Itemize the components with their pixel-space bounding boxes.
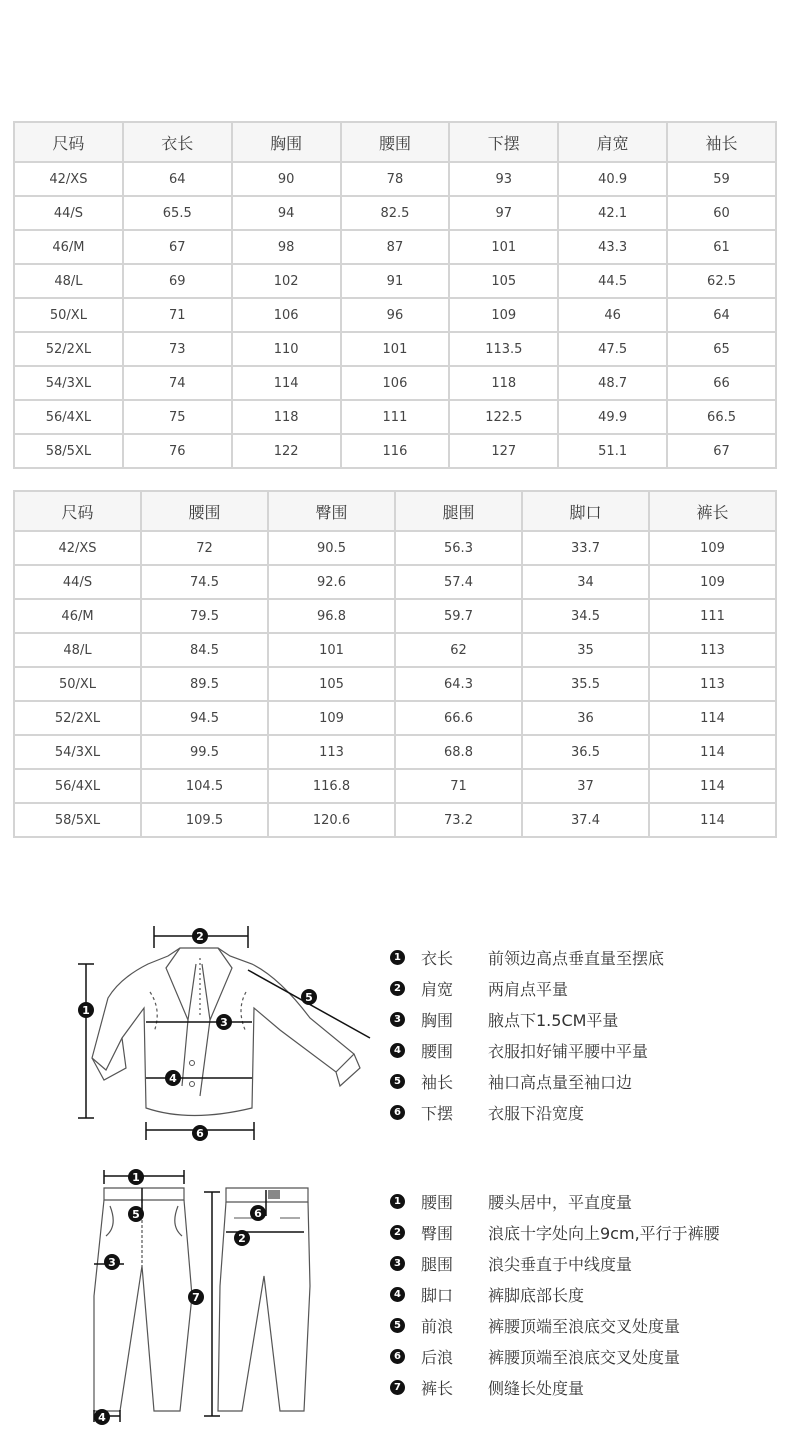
value-cell: 69 xyxy=(123,264,232,298)
marker-1: 1 xyxy=(132,1171,140,1184)
table-row xyxy=(14,332,776,366)
legend-desc: 裤脚底部长度 xyxy=(488,1285,585,1305)
value-cell: 114 xyxy=(649,701,776,735)
marker-6: 6 xyxy=(254,1207,262,1220)
table-row xyxy=(14,633,776,667)
value-cell: 101 xyxy=(449,230,558,264)
legend-number: 5 xyxy=(390,1074,405,1089)
value-cell: 62 xyxy=(395,633,522,667)
value-cell: 116 xyxy=(341,434,450,468)
legend-desc: 衣服扣好铺平腰中平量 xyxy=(488,1041,649,1061)
value-cell: 98 xyxy=(232,230,341,264)
value-cell: 106 xyxy=(232,298,341,332)
value-cell: 67 xyxy=(667,434,776,468)
value-cell: 118 xyxy=(232,400,341,434)
table-row xyxy=(14,769,776,803)
jacket-button xyxy=(190,1061,195,1066)
legend-name: 肩宽 xyxy=(421,979,454,999)
header-cell: 衣长 xyxy=(123,122,232,162)
size-cell: 42/XS xyxy=(14,531,141,565)
legend-number: 1 xyxy=(390,950,405,965)
legend-row xyxy=(390,1251,633,1275)
value-cell: 68.8 xyxy=(395,735,522,769)
size-cell: 56/4XL xyxy=(14,769,141,803)
legend-row xyxy=(390,1100,585,1124)
jacket-table-body xyxy=(14,162,776,468)
value-cell: 101 xyxy=(268,633,395,667)
jacket-outline xyxy=(92,948,360,1116)
jacket-diagram xyxy=(70,918,380,1148)
value-cell: 111 xyxy=(649,599,776,633)
value-cell: 61 xyxy=(667,230,776,264)
legend-name: 前浪 xyxy=(421,1316,454,1336)
header-cell: 尺码 xyxy=(14,491,141,531)
value-cell: 47.5 xyxy=(558,332,667,366)
legend-number: 7 xyxy=(390,1380,405,1395)
value-cell: 48.7 xyxy=(558,366,667,400)
legend-number: 6 xyxy=(390,1349,405,1364)
legend-desc: 前领边高点垂直量至摆底 xyxy=(488,948,665,968)
value-cell: 122.5 xyxy=(449,400,558,434)
jacket-size-table xyxy=(13,121,777,469)
value-cell: 90.5 xyxy=(268,531,395,565)
size-cell: 56/4XL xyxy=(14,400,123,434)
header-cell: 臀围 xyxy=(268,491,395,531)
value-cell: 44.5 xyxy=(558,264,667,298)
value-cell: 109 xyxy=(449,298,558,332)
value-cell: 71 xyxy=(123,298,232,332)
value-cell: 73.2 xyxy=(395,803,522,837)
marker-5: 5 xyxy=(305,991,313,1004)
value-cell: 49.9 xyxy=(558,400,667,434)
header-cell: 脚口 xyxy=(522,491,649,531)
legend-number: 4 xyxy=(390,1043,405,1058)
legend-name: 腿围 xyxy=(421,1254,454,1274)
value-cell: 51.1 xyxy=(558,434,667,468)
value-cell: 101 xyxy=(341,332,450,366)
value-cell: 64.3 xyxy=(395,667,522,701)
legend-desc: 衣服下沿宽度 xyxy=(488,1103,585,1123)
marker-3: 3 xyxy=(220,1016,228,1029)
table-row xyxy=(14,162,776,196)
header-cell: 尺码 xyxy=(14,122,123,162)
table-row xyxy=(14,230,776,264)
value-cell: 122 xyxy=(232,434,341,468)
value-cell: 46 xyxy=(558,298,667,332)
pants-front-outline xyxy=(94,1188,192,1411)
value-cell: 113 xyxy=(649,633,776,667)
size-cell: 48/L xyxy=(14,264,123,298)
pants-back-outline xyxy=(218,1188,310,1411)
legend-number: 4 xyxy=(390,1287,405,1302)
value-cell: 34 xyxy=(522,565,649,599)
legend-desc: 腋点下1.5CM平量 xyxy=(488,1010,619,1030)
value-cell: 37 xyxy=(522,769,649,803)
size-cell: 46/M xyxy=(14,230,123,264)
table-row xyxy=(14,667,776,701)
value-cell: 120.6 xyxy=(268,803,395,837)
legend-name: 脚口 xyxy=(421,1285,454,1305)
value-cell: 87 xyxy=(341,230,450,264)
header-cell: 裤长 xyxy=(649,491,776,531)
size-cell: 50/XL xyxy=(14,667,141,701)
value-cell: 35.5 xyxy=(522,667,649,701)
value-cell: 94.5 xyxy=(141,701,268,735)
size-cell: 44/S xyxy=(14,565,141,599)
header-cell: 胸围 xyxy=(232,122,341,162)
legend-desc: 裤腰顶端至浪底交叉处度量 xyxy=(488,1347,681,1367)
value-cell: 59 xyxy=(667,162,776,196)
pants-markers xyxy=(94,1169,266,1425)
value-cell: 33.7 xyxy=(522,531,649,565)
marker-2: 2 xyxy=(238,1232,246,1245)
legend-row xyxy=(390,976,569,1000)
legend-desc: 侧缝长处度量 xyxy=(488,1378,585,1398)
legend-name: 胸围 xyxy=(421,1010,454,1030)
size-cell: 44/S xyxy=(14,196,123,230)
value-cell: 114 xyxy=(649,803,776,837)
legend-name: 下摆 xyxy=(421,1103,454,1123)
value-cell: 59.7 xyxy=(395,599,522,633)
legend-desc: 袖口高点量至袖口边 xyxy=(488,1072,633,1092)
table-row xyxy=(14,599,776,633)
value-cell: 89.5 xyxy=(141,667,268,701)
value-cell: 42.1 xyxy=(558,196,667,230)
value-cell: 111 xyxy=(341,400,450,434)
value-cell: 114 xyxy=(649,735,776,769)
table-row xyxy=(14,531,776,565)
value-cell: 127 xyxy=(449,434,558,468)
value-cell: 90 xyxy=(232,162,341,196)
table-row xyxy=(14,400,776,434)
legend-row xyxy=(390,1220,720,1244)
legend-number: 2 xyxy=(390,981,405,996)
size-cell: 46/M xyxy=(14,599,141,633)
value-cell: 60 xyxy=(667,196,776,230)
size-cell: 52/2XL xyxy=(14,701,141,735)
value-cell: 110 xyxy=(232,332,341,366)
value-cell: 66.6 xyxy=(395,701,522,735)
value-cell: 102 xyxy=(232,264,341,298)
marker-4: 4 xyxy=(169,1072,177,1085)
value-cell: 92.6 xyxy=(268,565,395,599)
table-row xyxy=(14,735,776,769)
legend-name: 臀围 xyxy=(421,1223,454,1243)
value-cell: 65 xyxy=(667,332,776,366)
value-cell: 66.5 xyxy=(667,400,776,434)
value-cell: 96.8 xyxy=(268,599,395,633)
value-cell: 109 xyxy=(649,565,776,599)
size-cell: 54/3XL xyxy=(14,735,141,769)
value-cell: 78 xyxy=(341,162,450,196)
pants-diagram xyxy=(84,1166,324,1428)
header-cell: 腰围 xyxy=(141,491,268,531)
legend-row xyxy=(390,1038,649,1062)
size-cell: 50/XL xyxy=(14,298,123,332)
value-cell: 84.5 xyxy=(141,633,268,667)
table-row xyxy=(14,264,776,298)
legend-number: 3 xyxy=(390,1012,405,1027)
header-cell: 下摆 xyxy=(449,122,558,162)
legend-row xyxy=(390,945,665,969)
value-cell: 109 xyxy=(268,701,395,735)
value-cell: 106 xyxy=(341,366,450,400)
value-cell: 105 xyxy=(449,264,558,298)
value-cell: 66 xyxy=(667,366,776,400)
value-cell: 40.9 xyxy=(558,162,667,196)
legend-row xyxy=(390,1007,619,1031)
value-cell: 75 xyxy=(123,400,232,434)
legend-desc: 腰头居中，平直度量 xyxy=(488,1192,633,1212)
marker-6: 6 xyxy=(196,1127,204,1140)
size-cell: 42/XS xyxy=(14,162,123,196)
value-cell: 74.5 xyxy=(141,565,268,599)
legend-desc: 裤腰顶端至浪底交叉处度量 xyxy=(488,1316,681,1336)
value-cell: 79.5 xyxy=(141,599,268,633)
value-cell: 56.3 xyxy=(395,531,522,565)
value-cell: 36.5 xyxy=(522,735,649,769)
value-cell: 104.5 xyxy=(141,769,268,803)
marker-5: 5 xyxy=(132,1208,140,1221)
table-row xyxy=(14,803,776,837)
legend-name: 腰围 xyxy=(421,1192,454,1212)
value-cell: 82.5 xyxy=(341,196,450,230)
value-cell: 36 xyxy=(522,701,649,735)
value-cell: 73 xyxy=(123,332,232,366)
legend-number: 5 xyxy=(390,1318,405,1333)
legend-desc: 两肩点平量 xyxy=(488,979,569,999)
value-cell: 67 xyxy=(123,230,232,264)
legend-name: 后浪 xyxy=(421,1347,454,1367)
value-cell: 109.5 xyxy=(141,803,268,837)
legend-number: 2 xyxy=(390,1225,405,1240)
size-cell: 48/L xyxy=(14,633,141,667)
size-cell: 58/5XL xyxy=(14,803,141,837)
legend-desc: 浪尖垂直于中线度量 xyxy=(488,1254,633,1274)
legend-number: 1 xyxy=(390,1194,405,1209)
table-row xyxy=(14,196,776,230)
jacket-measure-lines xyxy=(78,926,370,1140)
value-cell: 113 xyxy=(649,667,776,701)
marker-7: 7 xyxy=(192,1291,200,1304)
value-cell: 64 xyxy=(123,162,232,196)
marker-2: 2 xyxy=(196,930,204,943)
table-row xyxy=(14,565,776,599)
header-cell: 腰围 xyxy=(341,122,450,162)
header-cell: 腿围 xyxy=(395,491,522,531)
legend-row xyxy=(390,1189,633,1213)
value-cell: 94 xyxy=(232,196,341,230)
value-cell: 76 xyxy=(123,434,232,468)
size-cell: 52/2XL xyxy=(14,332,123,366)
legend-row xyxy=(390,1069,633,1093)
marker-3: 3 xyxy=(108,1256,116,1269)
value-cell: 43.3 xyxy=(558,230,667,264)
table-row xyxy=(14,701,776,735)
table-row xyxy=(14,434,776,468)
legend-number: 3 xyxy=(390,1256,405,1271)
legend-name: 衣长 xyxy=(421,948,454,968)
table-header-row xyxy=(14,122,776,162)
size-cell: 58/5XL xyxy=(14,434,123,468)
value-cell: 65.5 xyxy=(123,196,232,230)
value-cell: 109 xyxy=(649,531,776,565)
marker-4: 4 xyxy=(98,1411,106,1424)
value-cell: 71 xyxy=(395,769,522,803)
value-cell: 114 xyxy=(232,366,341,400)
value-cell: 96 xyxy=(341,298,450,332)
value-cell: 105 xyxy=(268,667,395,701)
legend-name: 裤长 xyxy=(421,1378,454,1398)
legend-row xyxy=(390,1282,585,1306)
legend-row xyxy=(390,1344,681,1368)
legend-row xyxy=(390,1375,585,1399)
pants-size-table xyxy=(13,490,777,838)
header-cell: 袖长 xyxy=(667,122,776,162)
value-cell: 35 xyxy=(522,633,649,667)
value-cell: 64 xyxy=(667,298,776,332)
value-cell: 34.5 xyxy=(522,599,649,633)
value-cell: 118 xyxy=(449,366,558,400)
value-cell: 74 xyxy=(123,366,232,400)
table-row xyxy=(14,366,776,400)
value-cell: 113 xyxy=(268,735,395,769)
value-cell: 37.4 xyxy=(522,803,649,837)
pants-table-body xyxy=(14,531,776,837)
jacket-markers xyxy=(78,928,317,1141)
value-cell: 72 xyxy=(141,531,268,565)
jacket-button xyxy=(190,1082,195,1087)
legend-number: 6 xyxy=(390,1105,405,1120)
header-cell: 肩宽 xyxy=(558,122,667,162)
value-cell: 113.5 xyxy=(449,332,558,366)
value-cell: 57.4 xyxy=(395,565,522,599)
size-cell: 54/3XL xyxy=(14,366,123,400)
value-cell: 91 xyxy=(341,264,450,298)
value-cell: 99.5 xyxy=(141,735,268,769)
marker-1: 1 xyxy=(82,1004,90,1017)
legend-row xyxy=(390,1313,681,1337)
value-cell: 93 xyxy=(449,162,558,196)
table-row xyxy=(14,298,776,332)
value-cell: 114 xyxy=(649,769,776,803)
legend-name: 腰围 xyxy=(421,1041,454,1061)
value-cell: 97 xyxy=(449,196,558,230)
legend-name: 袖长 xyxy=(421,1072,454,1092)
table-header-row xyxy=(14,491,776,531)
value-cell: 62.5 xyxy=(667,264,776,298)
value-cell: 116.8 xyxy=(268,769,395,803)
legend-desc: 浪底十字处向上9cm,平行于裤腰 xyxy=(488,1223,720,1243)
